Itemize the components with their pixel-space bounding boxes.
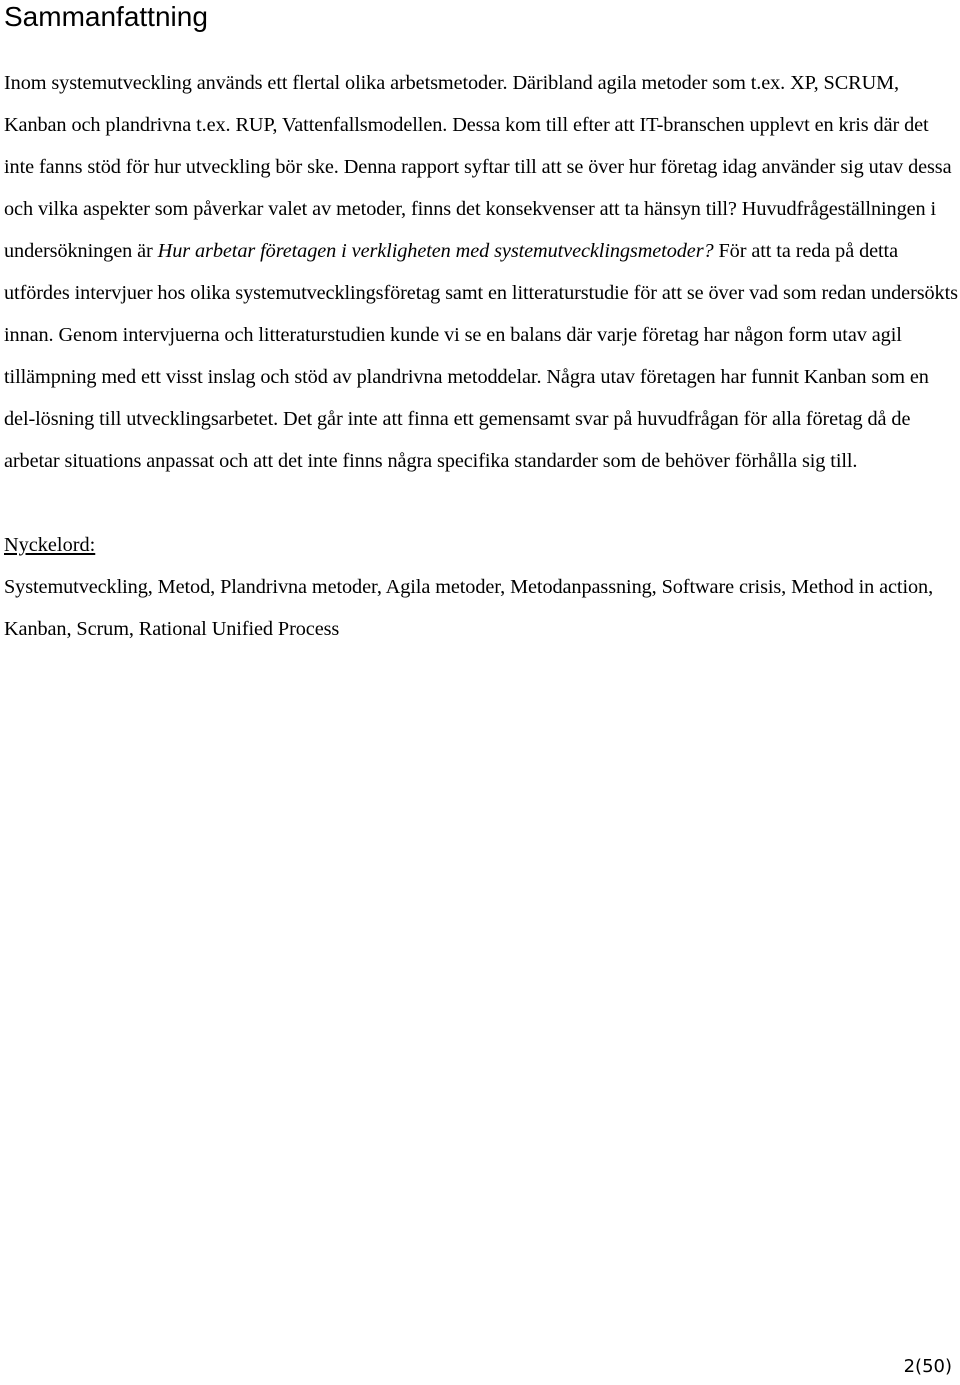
document-page	[4, 0, 958, 650]
page-number: 2(50)	[903, 1356, 952, 1377]
page-title: Sammanfattning	[4, 1, 208, 32]
abstract-text-method: För att ta reda på detta utfördes intervjuer hos olika systemutvecklingsföretag samt en litteraturstudie för att se över vad som redan undersökts innan. Genom intervjuerna och litteraturstudien kunde vi se en balans där varje företag har någon form utav agil tillämpning med ett visst inslag och stöd av plandrivna metoddelar. Några utav företagen har funnit Kanban som en del-lösning till utvecklingsarbetet. Det går inte att finna ett gemensamt svar på huvudfrågan för alla företag då de arbetar situations anpassat och att det inte finns några specifika standarder som de behöver förhålla sig till.	[4, 240, 958, 472]
abstract-text-intro: Inom systemutveckling används ett flertal olika arbetsmetoder. Däribland agila metoder som t.ex. XP, SCRUM, Kanban och plandrivna t.ex. RUP, Vattenfallsmodellen. Dessa kom till efter att IT-branschen upplevt en kris där det inte fanns stöd för hur utveckling bör ske. Denna rapport syftar till att se över hur företag idag använder sig utav dessa och vilka aspekter som påverkar valet av metoder, finns det konsekvenser att ta hänsyn till? Huvudfrågeställningen i undersökningen är	[4, 72, 952, 262]
abstract-paragraph	[4, 62, 958, 482]
keywords-list: Systemutveckling, Metod, Plandrivna metoder, Agila metoder, Metodanpassning, Software crisis, Method in action, Kanban, Scrum, Rational Unified Process	[4, 576, 934, 640]
keywords-heading: Nyckelord:	[4, 534, 96, 556]
research-question: Hur arbetar företagen i verkligheten med systemutvecklingsmetoder?	[157, 240, 714, 262]
